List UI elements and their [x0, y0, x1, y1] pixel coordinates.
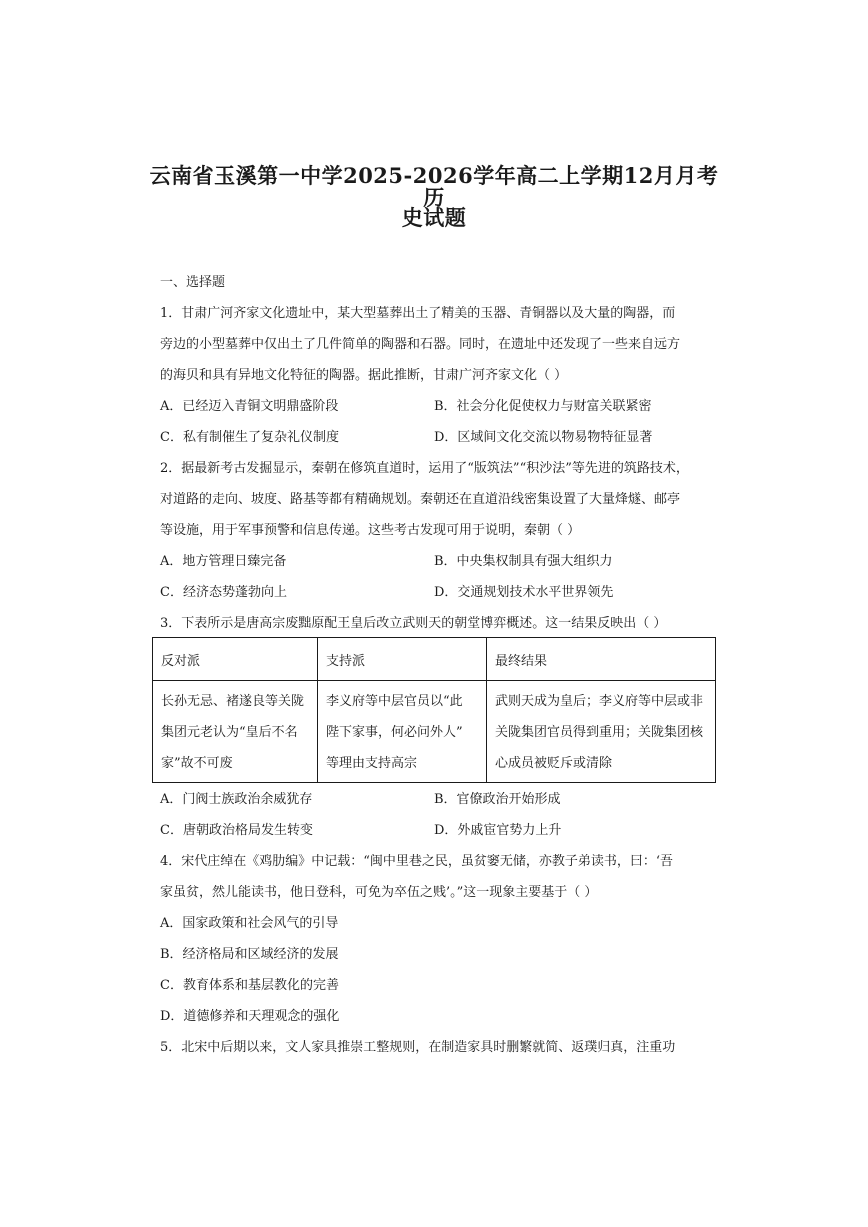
q3-option-b[interactable]: B．官僚政治开始形成	[434, 792, 561, 807]
q3-stem: 3．下表所示是唐高宗废黜原配王皇后改立武则天的朝堂博弈概述。这一结果反映出（ ）	[160, 616, 667, 631]
q3-cell-result	[487, 681, 716, 783]
q1-stem-line-1: 1．甘肃广河齐家文化遗址中，某大型墓葬出土了精美的玉器、青铜器以及大量的陶器，而	[160, 306, 676, 321]
q2-option-a[interactable]: A．地方管理日臻完备	[160, 554, 287, 569]
q2-stem-line-2: 对道路的走向、坡度、路基等都有精确规划。秦朝还在直道沿线密集设置了大量烽燧、邮亭	[160, 492, 681, 507]
q3-option-d[interactable]: D．外戚宦官势力上升	[434, 823, 562, 838]
q1-option-b[interactable]: B．社会分化促使权力与财富关联紧密	[434, 399, 652, 414]
q3-cell-result-line-3: 心成员被贬斥或清除	[495, 756, 613, 771]
q4-option-d[interactable]: D．道德修养和天理观念的强化	[160, 1009, 340, 1024]
q3-option-a[interactable]: A．门阀士族政治余威犹存	[160, 792, 313, 807]
q3-option-c[interactable]: C．唐朝政治格局发生转变	[160, 823, 313, 838]
exam-title-line1: 云南省玉溪第一中学2025-2026学年高二上学期12月月考历	[149, 163, 719, 210]
q1-stem-line-3: 的海贝和具有异地文化特征的陶器。据此推断，甘肃广河齐家文化（ ）	[160, 368, 568, 383]
q3-cell-support-line-1: 李义府等中层官员以“此	[326, 694, 463, 709]
q3-cell-result-line-2: 关陇集团官员得到重用；关陇集团核	[495, 725, 704, 740]
q5-stem-line-1: 5．北宋中后期以来，文人家具推崇工整规则，在制造家具时删繁就简、返璞归真，注重功	[160, 1040, 676, 1055]
q1-option-a[interactable]: A．已经迈入青铜文明鼎盛阶段	[160, 399, 339, 414]
q2-stem-line-3: 等设施，用于军事预警和信息传递。这些考古发现可用于说明，秦朝（ ）	[160, 523, 581, 538]
q4-option-b[interactable]: B．经济格局和区域经济的发展	[160, 947, 339, 962]
q4-option-a[interactable]: A．国家政策和社会风气的引导	[160, 916, 339, 931]
q3-cell-opposition-line-3: 家”故不可废	[161, 756, 233, 771]
q3-header-opposition: 反对派	[153, 638, 318, 681]
q1-stem-line-2: 旁边的小型墓葬中仅出土了几件简单的陶器和石器。同时，在遗址中还发现了一些来自远方	[160, 337, 681, 352]
q3-cell-opposition	[153, 681, 318, 783]
q3-table-row	[153, 681, 716, 783]
q3-cell-support-line-3: 等理由支持高宗	[326, 756, 418, 771]
q4-stem-line-1: 4．宋代庄绰在《鸡肋编》中记载：“闽中里巷之民，虽贫窭无储，亦教子弟读书，曰：‘吾	[160, 854, 674, 869]
q3-cell-support	[318, 681, 487, 783]
q3-cell-support-line-2: 陛下家事，何必问外人”	[326, 725, 463, 740]
q4-option-c[interactable]: C．教育体系和基层教化的完善	[160, 978, 339, 993]
q3-table-header-row	[153, 638, 716, 681]
q3-cell-opposition-line-2: 集团元老认为“皇后不名	[161, 725, 298, 740]
q3-cell-result-line-1: 武则天成为皇后；李义府等中层或非	[495, 694, 704, 709]
q1-option-d[interactable]: D．区域间文化交流以物易物特征显著	[434, 430, 653, 445]
q2-option-b[interactable]: B．中央集权制具有强大组织力	[434, 554, 613, 569]
q3-header-support: 支持派	[318, 638, 487, 681]
section-heading: 一、选择题	[160, 275, 226, 290]
q3-header-result: 最终结果	[487, 638, 716, 681]
q2-option-c[interactable]: C．经济态势蓬勃向上	[160, 585, 287, 600]
exam-title-line2: 史试题	[401, 205, 467, 230]
q2-option-d[interactable]: D．交通规划技术水平世界领先	[434, 585, 614, 600]
q3-cell-opposition-line-1: 长孙无忌、褚遂良等关陇	[161, 694, 305, 709]
q1-option-c[interactable]: C．私有制催生了复杂礼仪制度	[160, 430, 339, 445]
q2-stem-line-1: 2．据最新考古发掘显示，秦朝在修筑直道时，运用了“版筑法”“积沙法”等先进的筑路技术，	[160, 461, 689, 476]
q3-table	[152, 637, 716, 783]
q4-stem-line-2: 家虽贫，然儿能读书，他日登科，可免为卒伍之贱’。”这一现象主要基于（ ）	[160, 885, 598, 900]
